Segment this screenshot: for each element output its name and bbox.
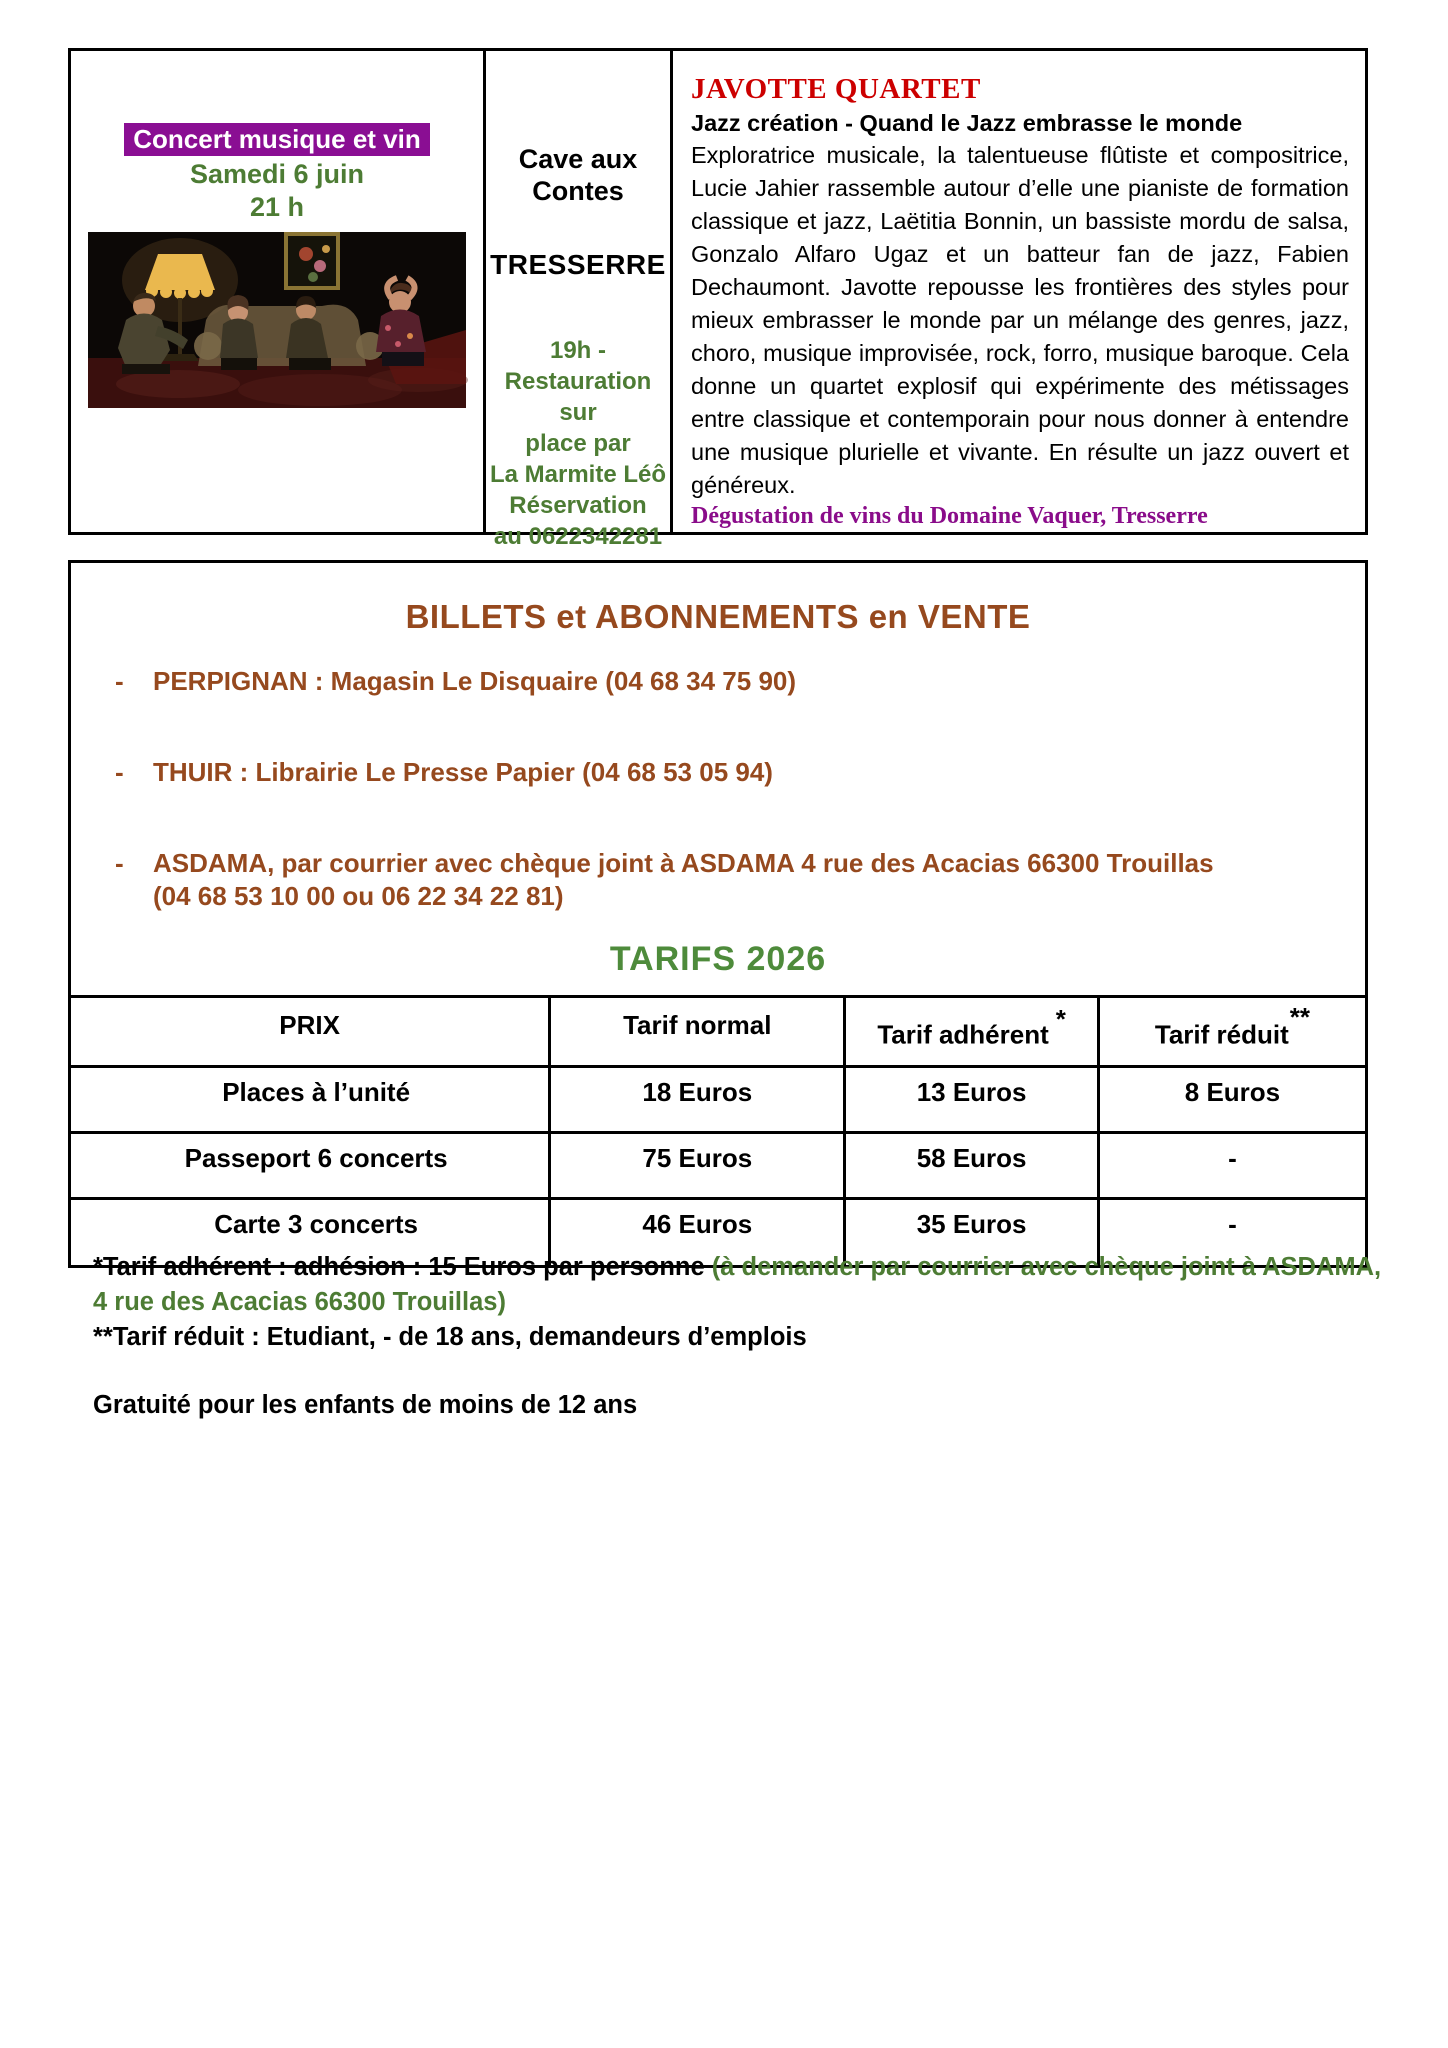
price-adherent: 58 Euros bbox=[845, 1133, 1099, 1199]
row-label: Passeport 6 concerts bbox=[71, 1133, 550, 1199]
row-label: Carte 3 concerts bbox=[71, 1199, 550, 1265]
artist-description-cell bbox=[673, 51, 1365, 532]
tarif-row-passeport bbox=[71, 1133, 1365, 1199]
concert-subtitle: Jazz création - Quand le Jazz embrasse le monde bbox=[691, 110, 1243, 136]
note-free-children: Gratuité pour les enfants de moins de 12 ans bbox=[93, 1391, 638, 1419]
outlet-text: PERPIGNAN : Magasin Le Disquaire (04 68 34 75 90) bbox=[153, 666, 797, 696]
reduit-footnote-marker: ** bbox=[1289, 1002, 1310, 1032]
row-label: Places à l’unité bbox=[71, 1067, 550, 1133]
tarifs-heading: TARIFS 2026 bbox=[609, 940, 827, 978]
schedule-line: 19h - bbox=[549, 337, 606, 364]
schedule-line: au 0622342281 bbox=[493, 523, 663, 550]
band-photo bbox=[88, 232, 466, 408]
header-tarif-adherent: Tarif adhérent* bbox=[845, 997, 1099, 1067]
venue-name-line2: Contes bbox=[532, 176, 624, 206]
note-adherent-black: *Tarif adhérent : adhésion : 15 Euros par personne bbox=[93, 1253, 712, 1281]
venue-cell bbox=[486, 51, 673, 550]
price-normal: 46 Euros bbox=[550, 1199, 845, 1265]
outlet-item-thuir bbox=[71, 756, 1365, 789]
price-normal: 18 Euros bbox=[550, 1067, 845, 1133]
event-date: Samedi 6 juin bbox=[189, 159, 365, 189]
header-prix: PRIX bbox=[71, 997, 550, 1067]
concert-description: Exploratrice musicale, la talentueuse flûtiste et compositrice, Lucie Jahier rassemble autour d’elle une pianiste de formation classique et jazz, Laëtitia Bonnin, un bassiste mordu de salsa, Gonzalo Alfaro Ugaz et un batteur fan de jazz, Fabien Dechaumont. Javotte repousse les frontières des styles pour mieux embrasser le monde par un mélange des genres, jazz, choro, musique improvisée, rock, forro, musique baroque. Cela donne un quartet explosif qui expérimente des métissages entre classique et contemporain pour nous donner à entendre une musique plurielle et vivante. En résulte un jazz ouvert et généreux. bbox=[691, 142, 1349, 498]
outlet-text-line2: (04 68 53 10 00 ou 06 22 34 22 81) bbox=[153, 881, 564, 911]
note-reduit: **Tarif réduit : Etudiant, - de 18 ans, demandeurs d’emplois bbox=[93, 1323, 807, 1351]
price-adherent: 35 Euros bbox=[845, 1199, 1099, 1265]
schedule-line: place par bbox=[525, 430, 631, 457]
bullet-dash: - bbox=[115, 666, 124, 696]
price-reduit: - bbox=[1098, 1133, 1365, 1199]
bullet-dash: - bbox=[115, 757, 124, 787]
tarifs-table bbox=[71, 995, 1365, 1265]
price-adherent: 13 Euros bbox=[845, 1067, 1099, 1133]
header-tarif-reduit: Tarif réduit** bbox=[1098, 997, 1365, 1067]
tarifs-header-row bbox=[71, 997, 1365, 1067]
wine-tasting-note: Dégustation de vins du Domaine Vaquer, Tresserre bbox=[691, 503, 1208, 529]
price-normal: 75 Euros bbox=[550, 1133, 845, 1199]
concert-table bbox=[68, 48, 1368, 550]
tarif-row-unite bbox=[71, 1067, 1365, 1133]
tickets-tarifs-box bbox=[68, 560, 1368, 1268]
event-type-tag: Concert musique et vin bbox=[124, 123, 430, 156]
artist-name: JAVOTTE QUARTET bbox=[691, 73, 981, 105]
schedule-line: Restauration sur bbox=[504, 368, 652, 426]
price-reduit: - bbox=[1098, 1199, 1365, 1265]
price-reduit: 8 Euros bbox=[1098, 1067, 1365, 1133]
outlet-text-line1: ASDAMA, par courrier avec chèque joint à ASDAMA 4 rue des Acacias 66300 Trouillas bbox=[153, 848, 1214, 878]
event-time: 21 h bbox=[249, 192, 305, 222]
outlet-text bbox=[153, 847, 1214, 913]
concert-date-photo-cell bbox=[71, 51, 486, 532]
schedule-line: Réservation bbox=[509, 492, 647, 519]
band-photo-frame bbox=[71, 232, 483, 413]
adherent-footnote-marker: * bbox=[1055, 1004, 1066, 1034]
tickets-heading: BILLETS et ABONNEMENTS en VENTE bbox=[405, 598, 1031, 635]
bullet-dash: - bbox=[115, 848, 124, 878]
header-tarif-normal: Tarif normal bbox=[550, 997, 845, 1067]
venue-city: TRESSERRE bbox=[490, 249, 666, 280]
note-adherent-green: (à demander par courrier avec chèque joint à ASDAMA, 4 rue des Acacias 66300 Trouillas) bbox=[93, 1253, 1382, 1316]
outlet-item-asdama bbox=[71, 847, 1365, 913]
outlet-text: THUIR : Librairie Le Presse Papier (04 68 53 05 94) bbox=[153, 757, 773, 787]
note-adherent bbox=[93, 1250, 1385, 1320]
venue-name-line1: Cave aux bbox=[518, 144, 638, 174]
outlet-list bbox=[71, 665, 1365, 913]
outlet-item-perpignan bbox=[71, 665, 1365, 698]
venue-schedule-info bbox=[486, 335, 670, 552]
schedule-line: La Marmite Léô bbox=[489, 461, 667, 488]
footnotes bbox=[93, 1250, 1385, 1423]
